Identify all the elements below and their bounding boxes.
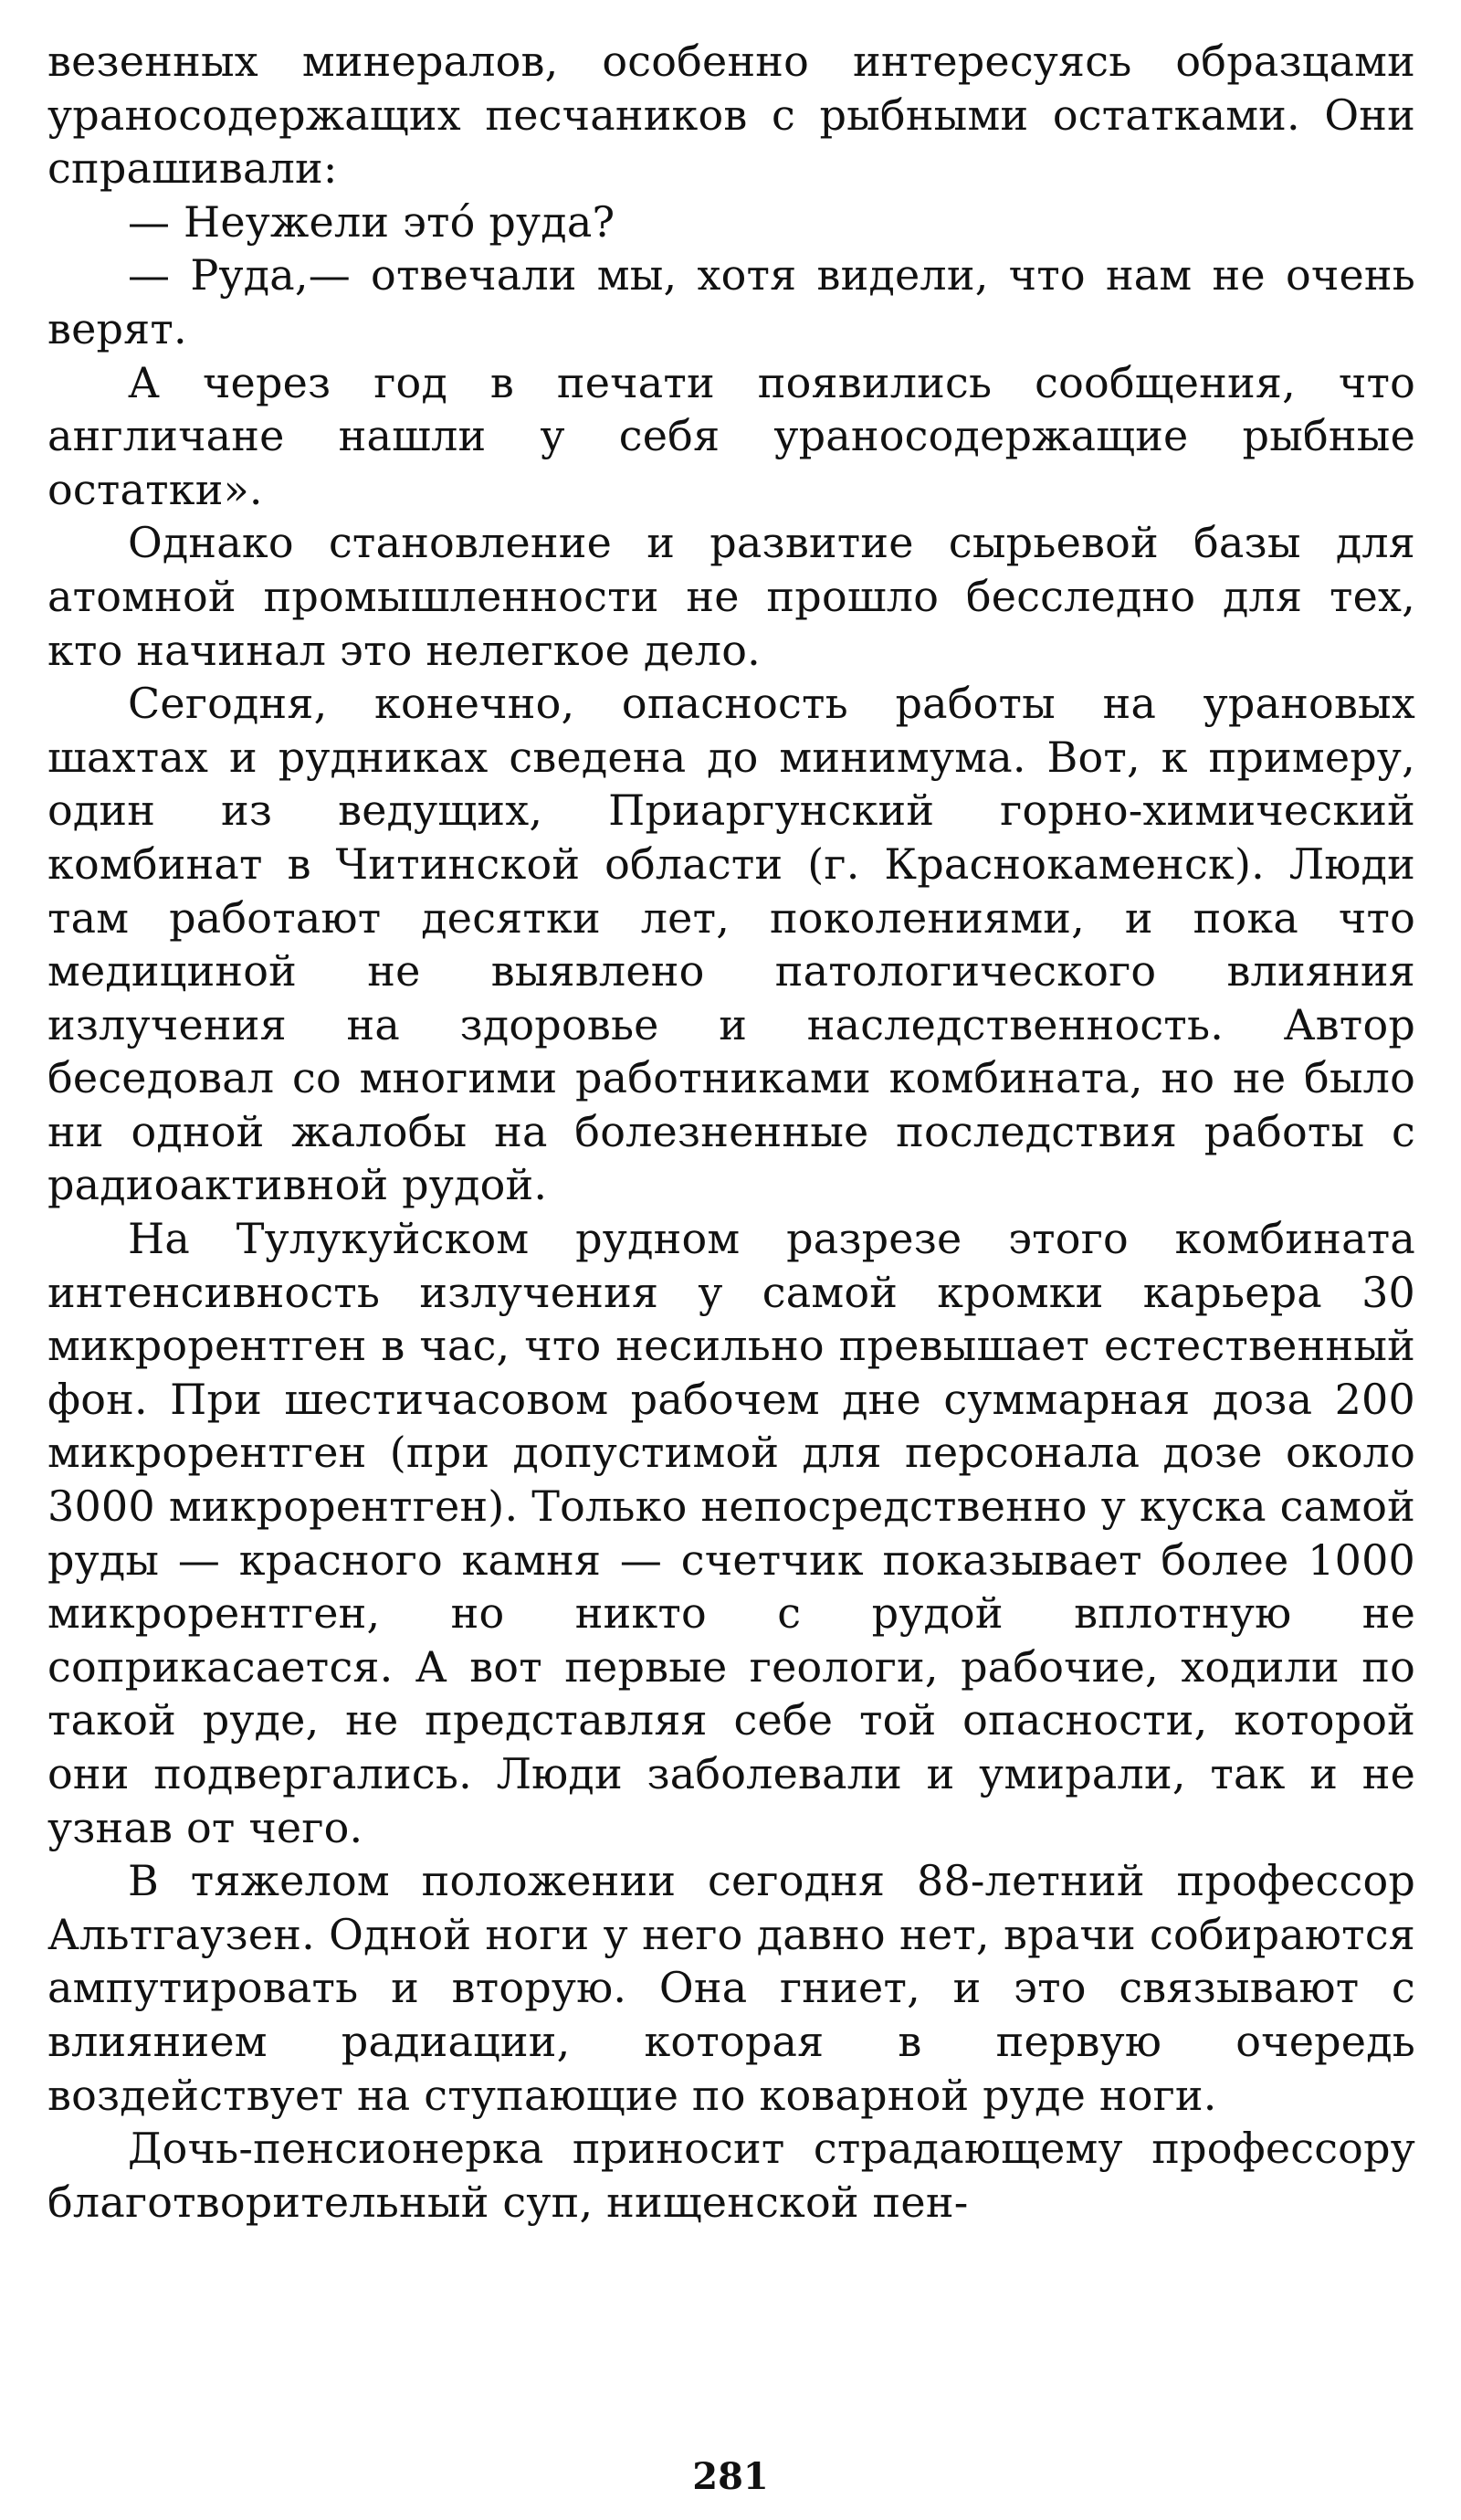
paragraph-english-findings: А через год в печати появились сообщения, что англичане нашли у себя ураносодержащие рыбные остатки». <box>47 357 1415 514</box>
paragraph-professor-altgauzen: В тяжелом положении сегодня 88-летний профессор Альтгаузен. Одной ноги у него давно нет, врачи собираются ампутировать и вторую. Она гниет, и это связывают с влиянием радиации, которая в первую очередь воздействует на ступающие по коварной руде ноги. <box>47 1856 1415 2120</box>
paragraph-daughter-pensioner: Дочь-пенсионерка приносит страдающему профессору благотворительный суп, нищенской пен- <box>47 2124 1415 2227</box>
paragraph-uranium-mines-today: Сегодня, конечно, опасность работы на урановых шахтах и рудниках сведена до минимума. Вот, к примеру, один из ведущих, Приаргунский горно-химический комбинат в Читинской области (г. Краснокаменск). Люди там работают десятки лет, поколениями, и пока что медициной не выявлено патологического влияния излучения на здоровье и наследственность. Автор беседовал со многими работниками комбината, но не было ни одной жалобы на болезненные последствия работы с радиоактивной рудой. <box>47 679 1415 1210</box>
page-body <box>47 35 1415 2229</box>
dialogue-line-question: — Неужели это́ руда? <box>128 196 615 247</box>
paragraph-continuation: везенных минералов, особенно интересуясь образцами ураносодержащих песчаников с рыбными остатками. Они спрашивали: <box>47 37 1415 194</box>
page-number: 281 <box>692 2455 769 2498</box>
paragraph-raw-materials-base: Однако становление и развитие сырьевой базы для атомной промышленности не прошло бесследно для тех, кто начинал это нелегкое дело. <box>47 518 1415 675</box>
dialogue-line-answer: — Руда,— отвечали мы, хотя видели, что нам не очень верят. <box>47 250 1415 353</box>
paragraph-tulukuy-radiation: На Тулукуйском рудном разрезе этого комбината интенсивность излучения у самой кромки карьера 30 микрорентген в час, что несильно превышает естественный фон. При шестичасовом рабочем дне суммарная доза 200 микрорентген (при допустимой для персонала дозе около 3000 микрорентген). Только непосредственно у куска самой руды — красного камня — счетчик показывает более 1000 микрорентген, но никто с рудой вплотную не соприкасается. А вот первые геологи, рабочие, ходили по такой руде, не представляя себе той опасности, которой они подвергались. Люди заболевали и умирали, так и не узнав от чего. <box>47 1214 1415 1852</box>
